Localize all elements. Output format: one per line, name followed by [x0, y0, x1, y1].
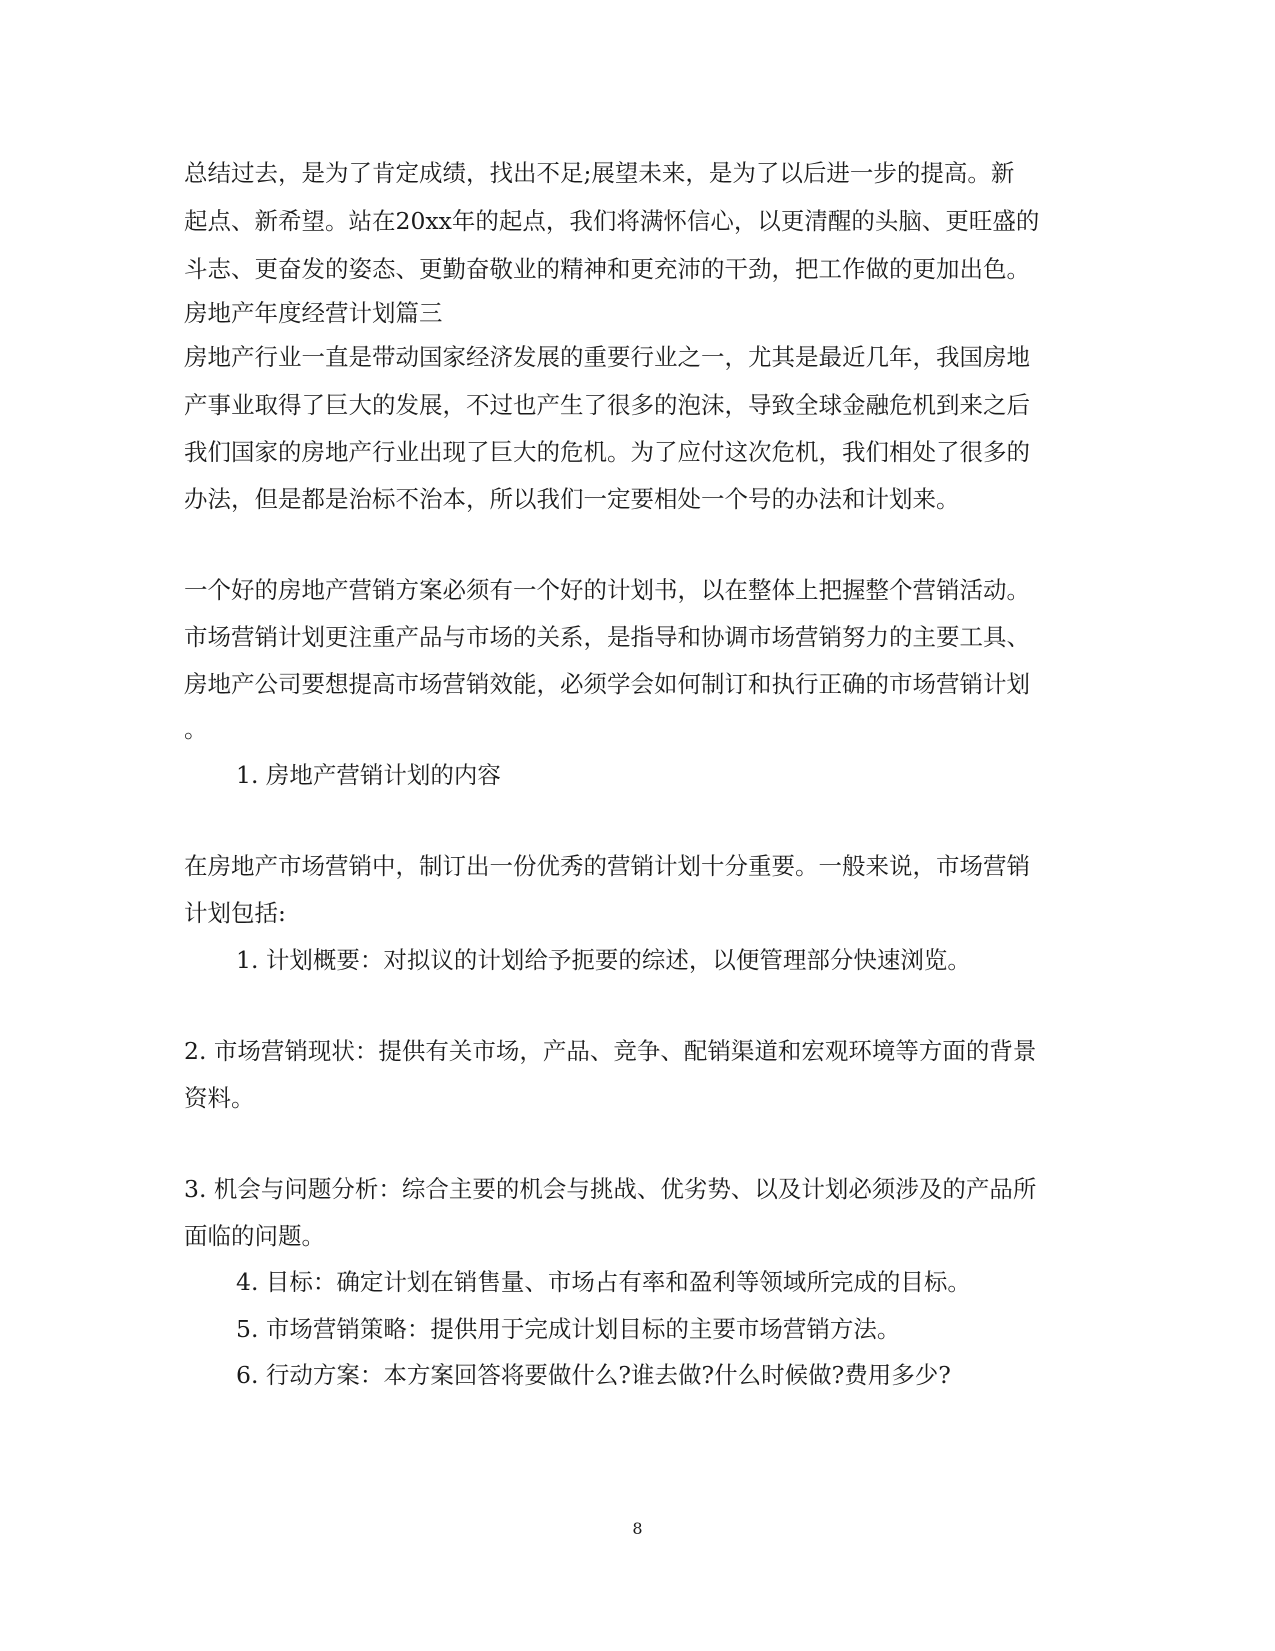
paragraph-line: 。: [184, 715, 208, 743]
paragraph-line: 总结过去，是为了肯定成绩，找出不足;展望未来，是为了以后进一步的提高。新: [184, 159, 1015, 187]
section-heading: 房地产年度经营计划篇三: [184, 299, 443, 327]
paragraph-line: 产事业取得了巨大的发展，不过也产生了很多的泡沫，导致全球金融危机到来之后: [184, 391, 1030, 419]
paragraph-line: 一个好的房地产营销方案必须有一个好的计划书，以在整体上把握整个营销活动。: [184, 576, 1030, 604]
paragraph-line: 计划包括:: [184, 899, 286, 927]
paragraph-line: 在房地产市场营销中，制订出一份优秀的营销计划十分重要。一般来说，市场营销: [184, 852, 1030, 880]
page-number: 8: [632, 1519, 643, 1538]
list-item: 1. 房地产营销计划的内容: [236, 761, 501, 789]
list-item: 3. 机会与问题分析：综合主要的机会与挑战、优劣势、以及计划必须涉及的产品所: [184, 1175, 1037, 1203]
paragraph-line: 资料。: [184, 1084, 255, 1112]
paragraph-line: 市场营销计划更注重产品与市场的关系，是指导和协调市场营销努力的主要工具、: [184, 623, 1030, 651]
list-item: 2. 市场营销现状：提供有关市场，产品、竞争、配销渠道和宏观环境等方面的背景: [184, 1037, 1037, 1065]
list-item: 6. 行动方案：本方案回答将要做什么?谁去做?什么时候做?费用多少?: [236, 1361, 951, 1389]
list-item: 5. 市场营销策略：提供用于完成计划目标的主要市场营销方法。: [236, 1315, 901, 1343]
list-item: 4. 目标：确定计划在销售量、市场占有率和盈利等领域所完成的目标。: [236, 1268, 971, 1296]
paragraph-line: 起点、新希望。站在20xx年的起点，我们将满怀信心，以更清醒的头脑、更旺盛的: [184, 207, 1040, 235]
list-item: 1. 计划概要：对拟议的计划给予扼要的综述，以便管理部分快速浏览。: [236, 946, 971, 974]
paragraph-line: 房地产行业一直是带动国家经济发展的重要行业之一，尤其是最近几年，我国房地: [184, 343, 1030, 371]
paragraph-line: 面临的问题。: [184, 1222, 325, 1250]
paragraph-line: 房地产公司要想提高市场营销效能，必须学会如何制订和执行正确的市场营销计划: [184, 670, 1030, 698]
paragraph-line: 我们国家的房地产行业出现了巨大的危机。为了应付这次危机，我们相处了很多的: [184, 438, 1030, 466]
paragraph-line: 斗志、更奋发的姿态、更勤奋敬业的精神和更充沛的干劲，把工作做的更加出色。: [184, 255, 1030, 283]
paragraph-line: 办法，但是都是治标不治本，所以我们一定要相处一个号的办法和计划来。: [184, 485, 960, 513]
